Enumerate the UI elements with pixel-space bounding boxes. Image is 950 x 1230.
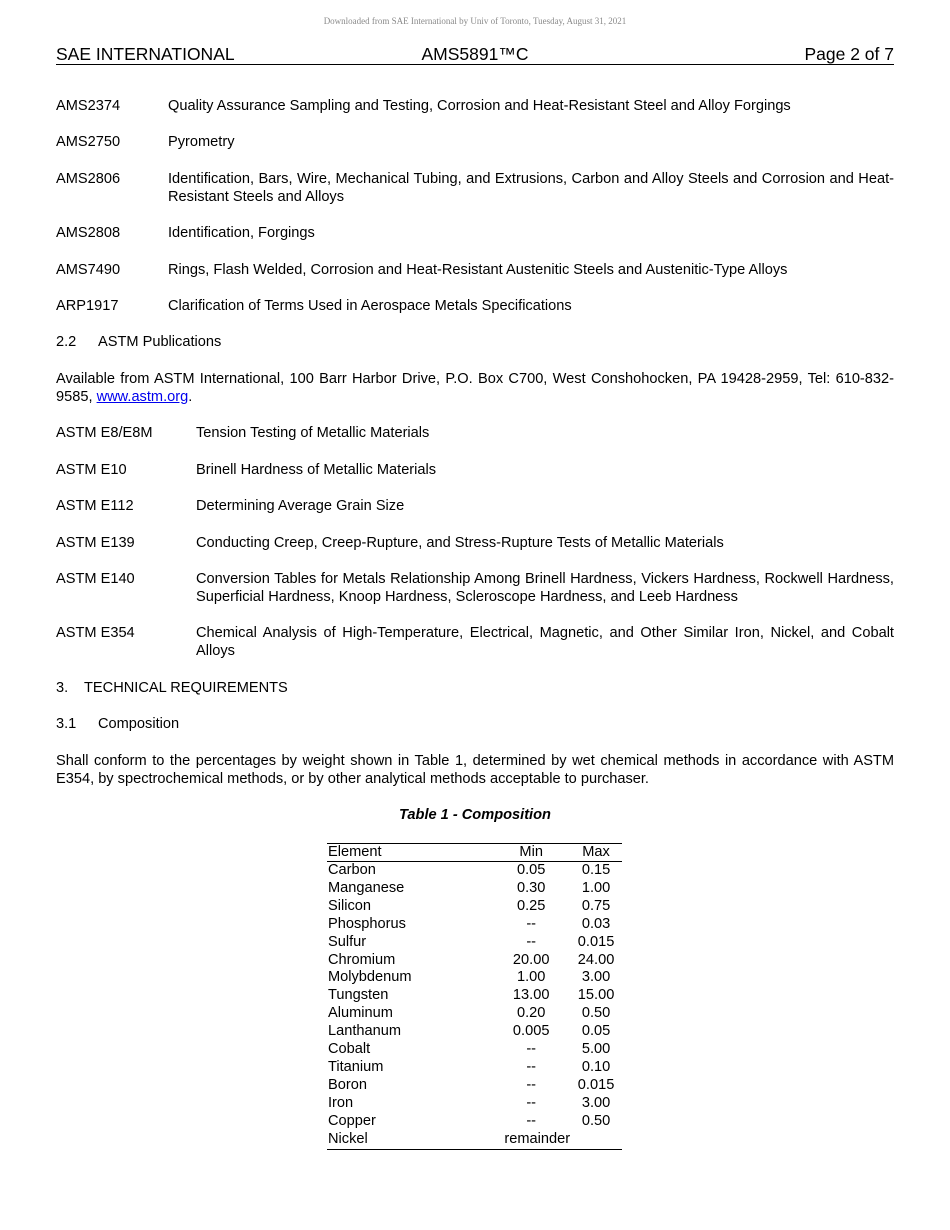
reference-item	[56, 297, 894, 315]
table-row	[327, 1131, 622, 1149]
section-heading-3-1	[56, 715, 894, 733]
min-cell: 0.30	[516, 879, 546, 896]
reference-title: Quality Assurance Sampling and Testing, Corrosion and Heat-Resistant Steel and Alloy Forgings	[168, 98, 791, 114]
element-cell: Titanium	[328, 1058, 384, 1075]
min-cell: 0.005	[512, 1023, 550, 1040]
reference-item	[56, 497, 894, 515]
element-cell: Iron	[328, 1094, 354, 1111]
min-cell: --	[526, 1058, 537, 1075]
reference-code: ASTM E139	[56, 535, 135, 551]
max-cell: 0.50	[581, 1005, 611, 1022]
reference-item	[56, 133, 894, 151]
reference-code: ASTM E8/E8M	[56, 425, 153, 441]
reference-item	[56, 534, 894, 552]
section-heading-2-2	[56, 333, 894, 351]
element-cell: Manganese	[328, 879, 405, 896]
min-cell: --	[526, 915, 537, 932]
column-header-max: Max	[570, 844, 622, 862]
reference-item	[56, 170, 894, 206]
max-cell: 3.00	[581, 1094, 611, 1111]
min-cell: 20.00	[512, 951, 550, 968]
column-header-min: Min	[492, 844, 570, 862]
page-header	[56, 44, 894, 65]
reference-item	[56, 261, 894, 279]
max-cell	[570, 1131, 622, 1149]
min-cell: --	[526, 933, 537, 950]
max-cell: 1.00	[581, 879, 611, 896]
table-row	[327, 987, 622, 1005]
table-row	[327, 916, 622, 934]
table-row	[327, 969, 622, 987]
table-row	[327, 934, 622, 952]
table-row	[327, 1113, 622, 1131]
header-organization: SAE INTERNATIONAL	[56, 44, 235, 64]
element-cell: Boron	[328, 1076, 367, 1093]
element-cell: Nickel	[328, 1130, 368, 1147]
header-document-number: AMS5891™C	[421, 44, 529, 64]
min-cell: --	[526, 1076, 537, 1093]
reference-title: Chemical Analysis of High-Temperature, Electrical, Magnetic, and Other Similar Iron, Nickel, and Cobalt Alloys	[196, 625, 894, 659]
table-row	[327, 1041, 622, 1059]
remainder-cell: remainder	[504, 1130, 571, 1147]
reference-title: Identification, Bars, Wire, Mechanical Tubing, and Extrusions, Carbon and Alloy Steels and Corrosion and Heat-Resistant Steels and Alloys	[168, 171, 894, 205]
reference-item	[56, 570, 894, 606]
reference-item	[56, 624, 894, 660]
table-row	[327, 1077, 622, 1095]
element-cell: Carbon	[328, 862, 376, 878]
element-cell: Cobalt	[328, 1041, 371, 1058]
reference-title: Brinell Hardness of Metallic Materials	[196, 462, 437, 478]
reference-code: AMS2374	[56, 98, 121, 114]
reference-item	[56, 224, 894, 242]
table-row	[327, 1005, 622, 1023]
reference-title: Determining Average Grain Size	[196, 498, 405, 514]
reference-code: ASTM E354	[56, 625, 135, 641]
max-cell: 5.00	[581, 1041, 611, 1058]
element-cell: Lanthanum	[328, 1023, 402, 1040]
section-number: 2.2	[56, 334, 77, 350]
table-header-row	[327, 844, 622, 862]
element-cell: Sulfur	[328, 933, 367, 950]
max-cell: 0.75	[581, 897, 611, 914]
reference-title: Pyrometry	[168, 134, 235, 150]
table-row	[327, 862, 622, 880]
table-row	[327, 952, 622, 970]
reference-title: Conversion Tables for Metals Relationship Among Brinell Hardness, Vickers Hardness, Rockwell Hardness, Superficial Hardness, Knoop Hardness, Scleroscope Hardness, and Leeb Hardness	[196, 571, 894, 605]
section-title: ASTM Publications	[98, 334, 222, 350]
reference-item	[56, 97, 894, 115]
element-cell: Aluminum	[328, 1005, 393, 1022]
composition-table	[327, 843, 622, 1150]
table-row	[327, 1059, 622, 1077]
max-cell: 0.50	[581, 1112, 611, 1129]
section-number: 3.1	[56, 716, 77, 732]
section-heading-3	[56, 679, 894, 697]
table-row	[327, 1095, 622, 1113]
element-cell: Silicon	[328, 897, 371, 914]
reference-code: AMS7490	[56, 262, 121, 278]
max-cell: 0.05	[581, 1023, 611, 1040]
element-cell: Phosphorus	[328, 915, 406, 932]
table-row	[327, 1023, 622, 1041]
availability-text: Available from ASTM International, 100 Barr Harbor Drive, P.O. Box C700, West Conshohocken, PA 19428-2959, Tel: 610-832-9585,	[56, 371, 894, 405]
astm-availability-paragraph	[56, 370, 894, 406]
section-title: Composition	[98, 716, 180, 732]
reference-title: Conducting Creep, Creep-Rupture, and Stress-Rupture Tests of Metallic Materials	[196, 535, 724, 551]
table-row	[327, 880, 622, 898]
max-cell: 0.015	[577, 1076, 615, 1093]
section-title: TECHNICAL REQUIREMENTS	[84, 680, 288, 696]
reference-title: Tension Testing of Metallic Materials	[196, 425, 430, 441]
max-cell: 24.00	[577, 951, 615, 968]
min-cell: 0.05	[516, 862, 546, 878]
min-cell: --	[526, 1112, 537, 1129]
reference-code: ARP1917	[56, 298, 119, 314]
min-cell: 0.25	[516, 897, 546, 914]
min-cell: --	[526, 1041, 537, 1058]
reference-code: ASTM E112	[56, 498, 134, 514]
max-cell: 0.10	[581, 1058, 611, 1075]
availability-end: .	[188, 389, 193, 405]
max-cell: 0.15	[581, 862, 611, 878]
element-cell: Copper	[328, 1112, 376, 1129]
reference-title: Rings, Flash Welded, Corrosion and Heat-Resistant Austenitic Steels and Austenitic-Type Alloys	[168, 262, 788, 278]
min-cell: 0.20	[516, 1005, 546, 1022]
table-caption: Table 1 - Composition	[399, 807, 551, 823]
column-header-element: Element	[327, 844, 492, 862]
max-cell: 0.03	[581, 915, 611, 932]
min-cell: --	[526, 1094, 537, 1111]
reference-code: ASTM E10	[56, 462, 127, 478]
reference-code: ASTM E140	[56, 571, 135, 587]
reference-code: AMS2808	[56, 225, 121, 241]
element-cell: Molybdenum	[328, 969, 412, 986]
max-cell: 15.00	[577, 987, 615, 1004]
section-number: 3.	[56, 680, 69, 696]
reference-code: AMS2750	[56, 134, 121, 150]
reference-title: Identification, Forgings	[168, 225, 315, 241]
element-cell: Chromium	[328, 951, 396, 968]
reference-title: Clarification of Terms Used in Aerospace Metals Specifications	[168, 298, 572, 314]
reference-item	[56, 424, 894, 442]
table-row	[327, 898, 622, 916]
max-cell: 3.00	[581, 969, 611, 986]
reference-code: AMS2806	[56, 171, 121, 187]
composition-paragraph: Shall conform to the percentages by weight shown in Table 1, determined by wet chemical methods in accordance with ASTM E354, by spectrochemical methods, or by other analytical methods acceptable to purchaser.	[56, 753, 894, 787]
header-page-number: Page 2 of 7	[804, 44, 894, 64]
download-watermark: Downloaded from SAE International by Univ of Toronto, Tuesday, August 31, 2021	[323, 16, 627, 26]
element-cell: Tungsten	[328, 987, 389, 1004]
reference-item	[56, 461, 894, 479]
min-cell: 13.00	[512, 987, 550, 1004]
astm-website-link[interactable]: www.astm.org	[96, 389, 189, 405]
max-cell: 0.015	[577, 933, 615, 950]
min-cell: 1.00	[516, 969, 546, 986]
